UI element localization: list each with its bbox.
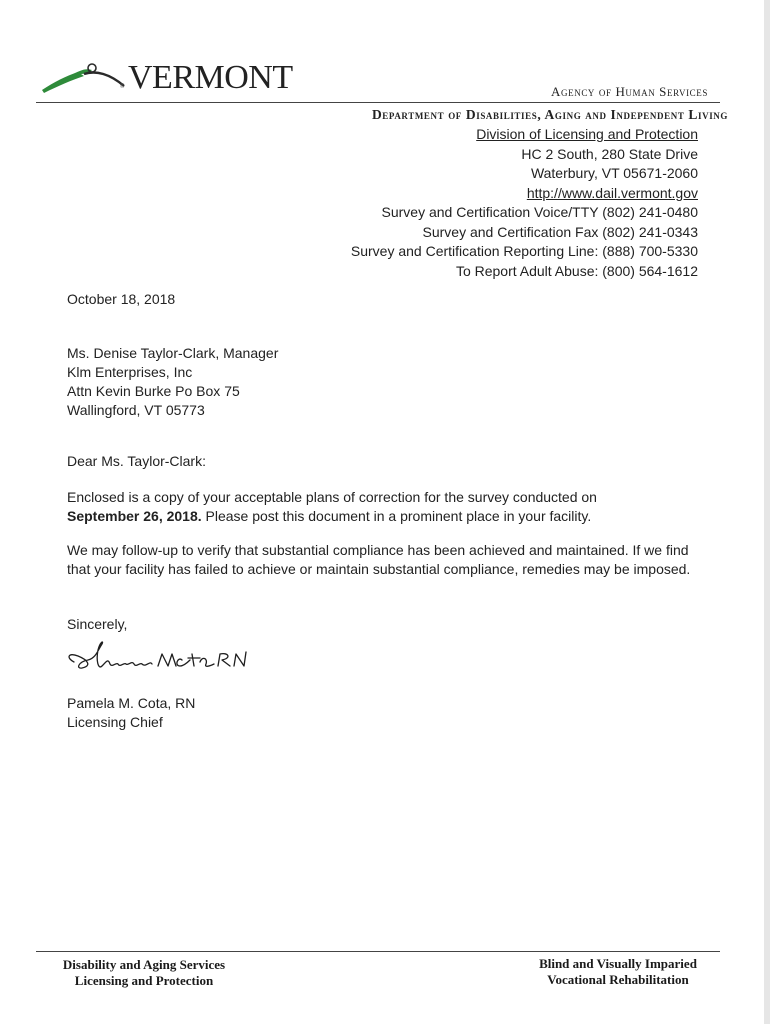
adult-abuse-line: To Report Adult Abuse: (800) 564-1612 <box>455 262 698 279</box>
fax-line: Survey and Certification Fax (802) 241-0343 <box>422 223 698 240</box>
paragraph-1-text-end: Please post this document in a prominent place in your facility. <box>201 508 592 524</box>
address-line-2: Waterbury, VT 05671-2060 <box>530 165 698 181</box>
footer-left-line-1: Disability and Aging Services <box>62 957 226 972</box>
contact-block <box>351 125 698 281</box>
footer-divider <box>36 951 720 952</box>
signer-title: Licensing Chief <box>67 714 163 730</box>
footer-right <box>520 956 716 988</box>
agency-name: Agency of Human Services <box>551 84 708 99</box>
paragraph-1 <box>67 488 707 526</box>
survey-date: September 26, 2018. <box>67 508 202 524</box>
address-line-1: HC 2 South, 280 State Drive <box>521 145 698 162</box>
footer-right-line-2: Vocational Rehabilitation <box>547 972 689 987</box>
logo-wordmark: VERMONT <box>128 59 293 96</box>
footer-left <box>49 957 239 989</box>
reporting-line: Survey and Certification Reporting Line: (888) 700-5330 <box>350 243 698 259</box>
letter-date: October 18, 2018 <box>67 291 176 307</box>
recipient-line: Klm Enterprises, Inc <box>67 364 193 380</box>
header-divider <box>36 102 720 103</box>
paragraph-2: We may follow-up to verify that substantial compliance has been achieved and maintained. If we find that your facility has failed to achieve or maintain substantial compliance, remedies may be imposed. <box>67 542 691 577</box>
recipient-line: Attn Kevin Burke Po Box 75 <box>67 383 240 399</box>
department-name: Department of Disabilities, Aging and Independent Living <box>371 107 728 122</box>
signer-block <box>67 694 195 732</box>
footer-left-line-2: Licensing and Protection <box>74 973 214 988</box>
recipient-line: Wallingford, VT 05773 <box>67 402 205 418</box>
recipient-line: Ms. Denise Taylor-Clark, Manager <box>67 345 279 361</box>
footer-right-line-1: Blind and Visually Imparied <box>539 956 697 971</box>
registered-mark: ® <box>120 84 125 90</box>
website-link[interactable]: http://www.dail.vermont.gov <box>526 184 698 201</box>
voice-tty-line: Survey and Certification Voice/TTY (802) 241-0480 <box>381 204 698 220</box>
signer-name: Pamela M. Cota, RN <box>67 695 196 711</box>
salutation: Dear Ms. Taylor-Clark: <box>67 453 206 469</box>
paragraph-1-text: Enclosed is a copy of your acceptable plans of correction for the survey conducted on <box>67 489 597 505</box>
handwritten-signature <box>62 636 252 684</box>
vermont-mountain-logo-icon <box>40 60 126 94</box>
vermont-logo <box>40 58 293 98</box>
scan-edge <box>764 0 770 1024</box>
closing: Sincerely, <box>67 616 128 632</box>
division-name: Division of Licensing and Protection <box>476 126 698 142</box>
recipient-block <box>67 344 278 420</box>
